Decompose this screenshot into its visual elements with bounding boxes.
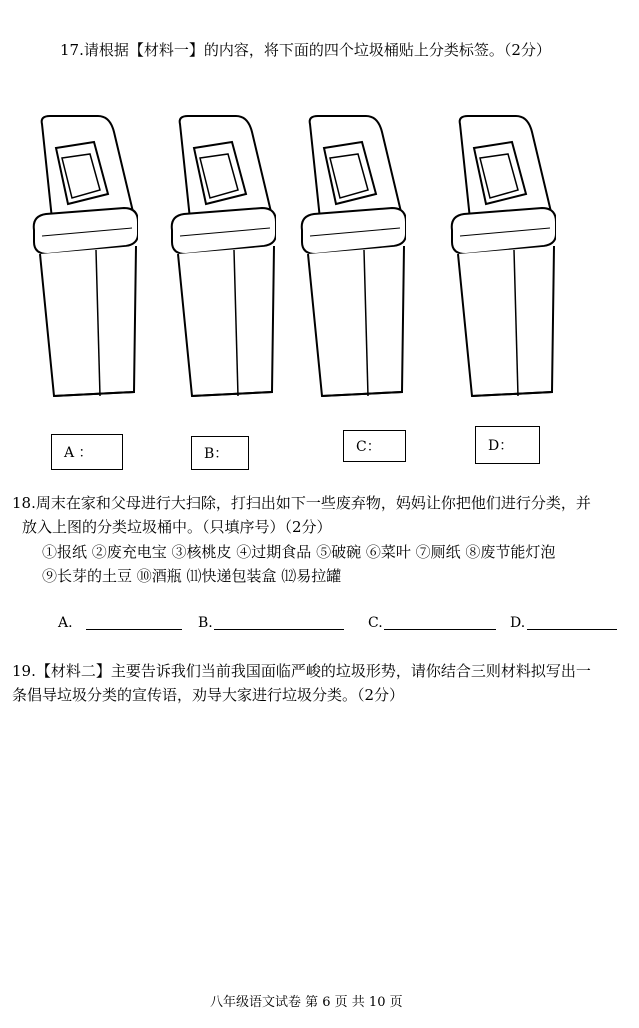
waste-items-line-2: ⑨长芽的土豆 ⑩酒瓶 ⑾快递包装盒 ⑿易拉罐 bbox=[42, 567, 342, 585]
question-19-line-2: 条倡导垃圾分类的宣传语，劝导大家进行垃圾分类。（2分） bbox=[12, 686, 405, 704]
bin-label-d[interactable]: D： bbox=[475, 426, 540, 464]
question-18-line-1: 18.周末在家和父母进行大扫除，打扫出如下一些废弃物，妈妈让你把他们进行分类，并 bbox=[12, 494, 591, 512]
trash-bin-a-illustration bbox=[28, 104, 138, 404]
bin-label-a[interactable]: A ： bbox=[51, 434, 123, 470]
answer-c-label: C. bbox=[368, 615, 383, 631]
waste-items-line-1: ①报纸 ②废充电宝 ③核桃皮 ④过期食品 ⑤破碗 ⑥菜叶 ⑦厕纸 ⑧废节能灯泡 bbox=[42, 543, 556, 561]
answer-a-blank[interactable] bbox=[86, 628, 182, 630]
answer-d-label: D. bbox=[510, 615, 526, 631]
answer-c-blank[interactable] bbox=[384, 628, 496, 630]
answer-d-blank[interactable] bbox=[527, 628, 617, 630]
answer-b-label: B. bbox=[198, 615, 213, 631]
answer-a-label: A. bbox=[58, 615, 73, 631]
trash-bin-d-illustration bbox=[446, 104, 556, 404]
question-19-line-1: 19.【材料二】主要告诉我们当前我国面临严峻的垃圾形势，请你结合三则材料拟写出一 bbox=[12, 662, 591, 680]
trash-bin-c-illustration bbox=[296, 104, 406, 404]
page-footer: 八年级语文试卷 第 6 页 共 10 页 bbox=[210, 995, 403, 1010]
trash-bin-b-illustration bbox=[166, 104, 276, 404]
bin-label-c[interactable]: C： bbox=[343, 430, 406, 462]
question-18-line-2: 放入上图的分类垃圾桶中。（只填序号）（2分） bbox=[22, 518, 332, 536]
question-17: 17.请根据【材料一】的内容，将下面的四个垃圾桶贴上分类标签。（2分） bbox=[60, 41, 551, 59]
bin-label-b[interactable]: B： bbox=[191, 436, 249, 470]
answer-b-blank[interactable] bbox=[214, 628, 344, 630]
